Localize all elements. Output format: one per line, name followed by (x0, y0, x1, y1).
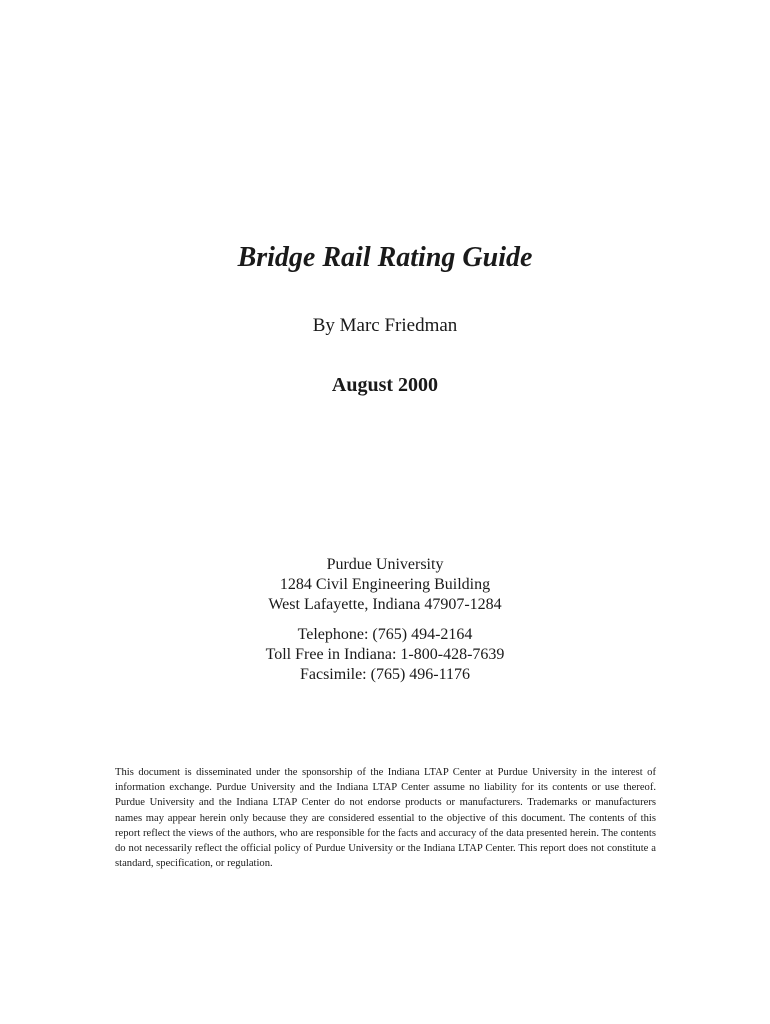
disclaimer-paragraph: This document is disseminated under the sponsorship of the Indiana LTAP Center at Purdue University in the interest of information exchange. Purdue University and the Indiana LTAP Center assume no liability for its contents or use thereof. Purdue University and the Indiana LTAP Center do not endorse products or manufacturers. Trademarks or manufacturers names may appear herein only because they are considered essential to the objective of this document. The contents of this report reflect the views of the authors, who are responsible for the facts and accuracy of the data presented herein. The contents do not necessarily reflect the official policy of Purdue University or the Indiana LTAP Center. This report does not constitute a standard, specification, or regulation. (115, 767, 656, 870)
author-line: By Marc Friedman (312, 315, 458, 336)
publication-date: August 2000 (331, 374, 439, 396)
toll-free: Toll Free in Indiana: 1-800-428-7639 (265, 646, 505, 663)
document-title: Bridge Rail Rating Guide (237, 242, 533, 273)
address-block (0, 555, 770, 615)
address-institution: Purdue University (326, 556, 444, 573)
address-building: 1284 Civil Engineering Building (279, 576, 491, 593)
address-city: West Lafayette, Indiana 47907-1284 (268, 596, 502, 613)
facsimile: Facsimile: (765) 496-1176 (299, 666, 471, 683)
telephone: Telephone: (765) 494-2164 (297, 626, 473, 643)
contact-block (0, 625, 770, 685)
